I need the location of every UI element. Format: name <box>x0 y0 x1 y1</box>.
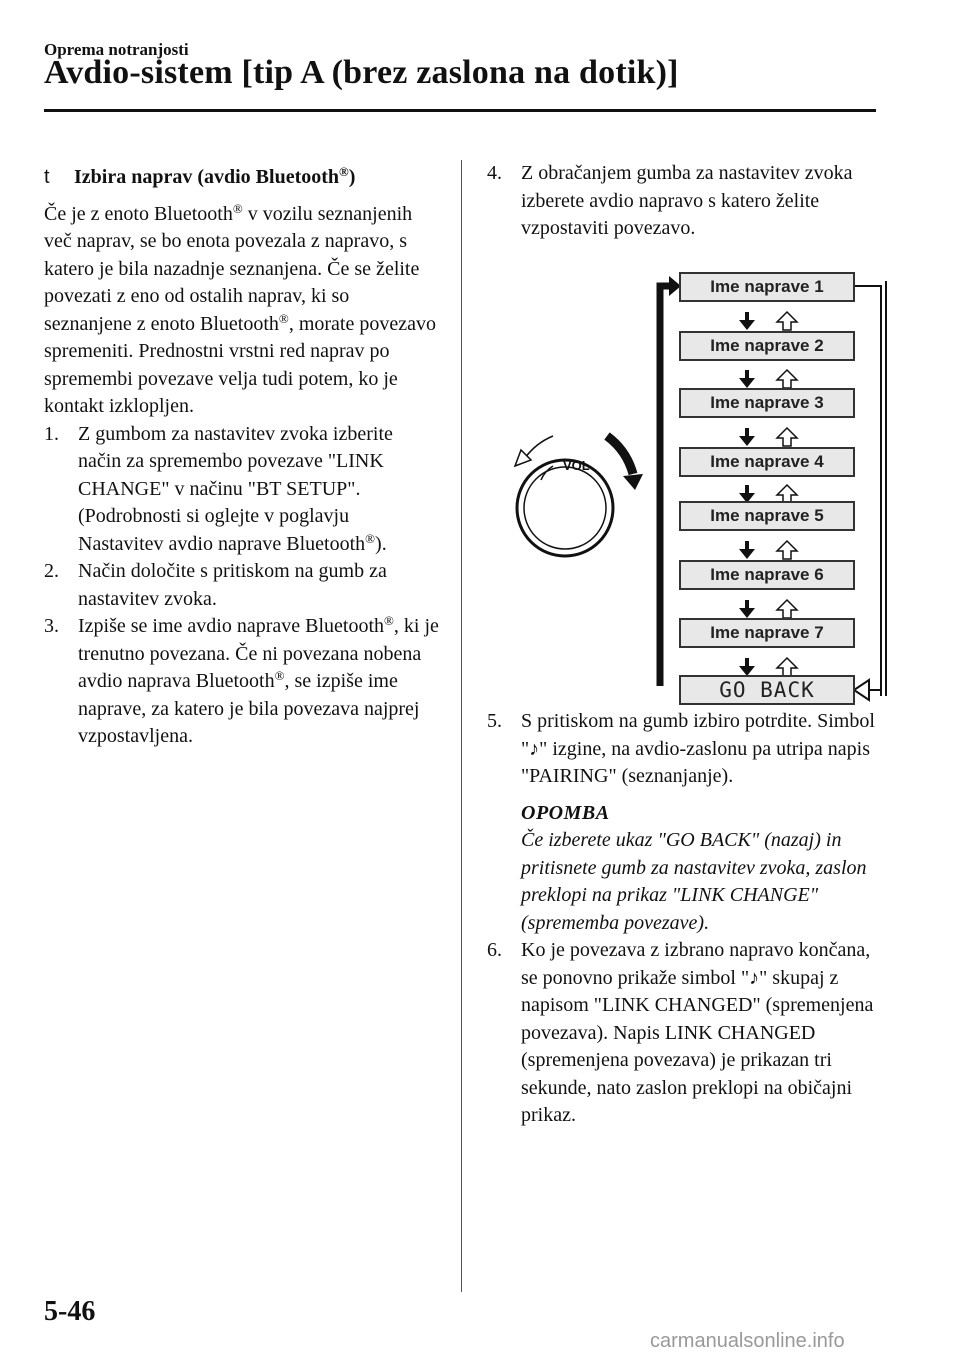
step-text: Z obračanjem gumba za nastavitev zvoka izberete avdio napravo s katero želite vzpostaviti povezavo. <box>521 162 853 239</box>
step-text: S pritiskom na gumb izbiro potrdite. Simbol " <box>521 710 875 760</box>
up-arrow-icon <box>777 541 797 559</box>
step-number: 4. <box>487 162 502 184</box>
registered-mark: ® <box>232 200 243 216</box>
left-bracket <box>660 286 673 686</box>
cw-arc <box>607 436 633 474</box>
step-text: , ki je trenutno povezana. Če ni povezana nobena avdio naprava Bluetooth <box>78 615 439 692</box>
step-text: , se izpiše ime naprave, za katero je bila povezava najprej vzpostavljena. <box>78 670 420 747</box>
device-selection-diagram <box>505 268 895 708</box>
step-number: 6. <box>487 939 502 961</box>
step-text: Z gumbom za nastavitev zvoka izberite način za spremembo povezave "LINK CHANGE" v načinu "BT SETUP". (Podrobnosti si oglejte v poglavju Nastavitev avdio naprave Bluetooth <box>78 422 393 555</box>
device-item-1: Ime naprave 1 <box>679 272 855 302</box>
ccw-arc <box>525 436 553 458</box>
step-4 <box>487 160 887 243</box>
step-6 <box>487 937 887 1130</box>
intro-text-2: v vozilu seznanjenih več naprav, se bo enota povezala z napravo, s katero je bila nazadnje seznanjena. Če se želite povezati z eno od ostalih naprav, ki so seznanjene z enoto Bluetooth <box>44 202 420 335</box>
header-rule <box>44 109 876 112</box>
up-arrow-icon <box>777 600 797 618</box>
step-number: 5. <box>487 710 502 732</box>
bluetooth-audio-icon: ♪ <box>749 966 760 989</box>
intro-text-1: Če je z enoto Bluetooth <box>44 202 233 225</box>
right-bracket <box>857 286 881 690</box>
loop-arrow-icon <box>854 680 869 700</box>
note-text: Če izberete ukaz "GO BACK" (nazaj) in pritisnete gumb za nastavitev zvoka, zaslon preklopi na prikaz "LINK CHANGE" (sprememba povezave). <box>521 829 867 934</box>
down-arrow-icon <box>739 541 755 559</box>
up-arrow-icon <box>777 370 797 388</box>
intro-paragraph <box>44 201 439 421</box>
page-number: 5-46 <box>44 1296 96 1327</box>
registered-mark: ® <box>339 164 349 179</box>
step-text: ). <box>375 532 387 555</box>
step-number: 3. <box>44 615 59 637</box>
down-arrow-icon <box>739 428 755 446</box>
page-title: Avdio-sistem [tip A (brez zaslona na dotik)] <box>44 54 679 91</box>
vol-label: VOL <box>563 458 590 473</box>
heading-text: Izbira naprav (avdio Bluetooth <box>74 166 340 188</box>
cw-arrow-icon <box>623 474 643 490</box>
device-item-3: Ime naprave 3 <box>679 388 855 418</box>
section-marker: t <box>44 166 50 188</box>
step-1 <box>44 421 439 559</box>
up-arrow-icon <box>777 312 797 330</box>
step-text: " skupaj z napisom "LINK CHANGED" (spremenjena povezava). Napis LINK CHANGED (spremenjena povezava) je prikazan tri sekunde, nato zaslon preklopi na običajni prikaz. <box>521 966 874 1126</box>
down-arrow-icon <box>739 658 755 676</box>
registered-mark: ® <box>274 668 285 683</box>
step-number: 1. <box>44 422 59 445</box>
device-item-6: Ime naprave 6 <box>679 560 855 590</box>
step-3 <box>44 613 439 751</box>
registered-mark: ® <box>365 530 376 546</box>
device-item-2: Ime naprave 2 <box>679 331 855 361</box>
heading-text-end: ) <box>348 166 356 188</box>
step-5 <box>487 708 887 791</box>
step-text: Način določite s pritiskom na gumb za nastavitev zvoka. <box>78 560 387 610</box>
device-item-7: Ime naprave 7 <box>679 618 855 648</box>
down-arrow-icon <box>739 370 755 388</box>
up-arrow-icon <box>777 658 797 676</box>
step-number: 2. <box>44 560 59 582</box>
intro-text-3: , morate povezavo spremeniti. Prednostni vrstni red naprav po spremembi povezave velja tudi potem, ko je kontakt izklopljen. <box>44 312 436 417</box>
device-item-4: Ime naprave 4 <box>679 447 855 477</box>
registered-mark: ® <box>278 310 289 326</box>
registered-mark: ® <box>384 613 394 628</box>
step-text: " izgine, na avdio-zaslonu pa utripa napis "PAIRING" (seznanjanje). <box>521 737 871 787</box>
go-back-item: GO BACK <box>679 675 855 705</box>
watermark: carmanualsonline.info <box>650 1330 845 1352</box>
note-title: OPOMBA <box>521 801 610 824</box>
volume-knob <box>517 460 613 556</box>
bluetooth-audio-icon: ♪ <box>529 737 540 760</box>
device-item-5: Ime naprave 5 <box>679 501 855 531</box>
right-column-bottom <box>487 708 887 1130</box>
header-section-label: Oprema notranjosti <box>44 40 189 59</box>
down-arrow-icon <box>739 312 755 330</box>
step-text: Izpiše se ime avdio naprave Bluetooth <box>78 615 385 637</box>
column-divider <box>461 160 462 1292</box>
step-text: Ko je povezava z izbrano napravo končana, se ponovno prikaže simbol " <box>521 939 871 989</box>
section-heading <box>44 164 439 192</box>
step-2 <box>44 558 439 613</box>
note-block <box>521 800 887 938</box>
right-column-top <box>487 160 887 243</box>
down-arrow-icon <box>739 600 755 618</box>
left-column <box>44 164 439 751</box>
up-arrow-icon <box>777 428 797 446</box>
